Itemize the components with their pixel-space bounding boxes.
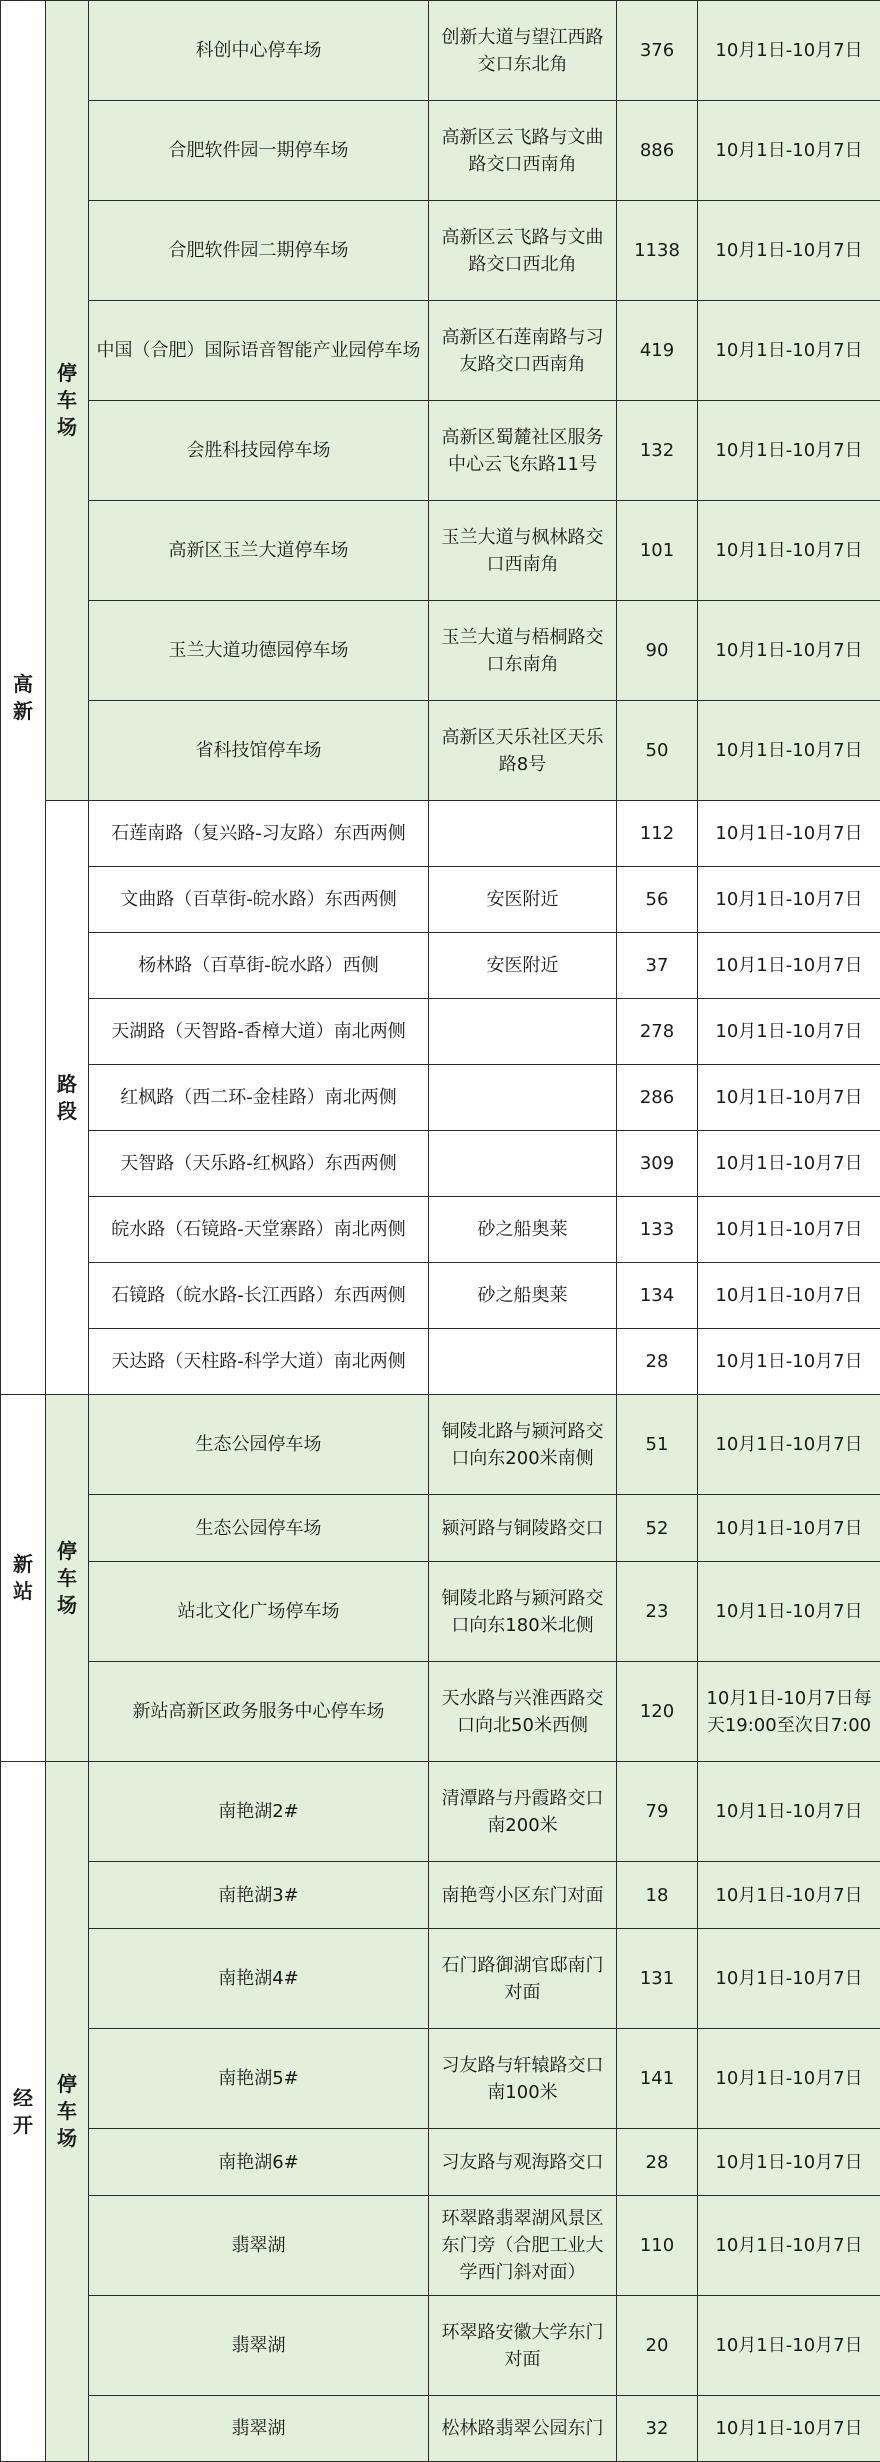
row-period: 10月1日-10月7日 xyxy=(697,0,880,101)
row-name: 文曲路（百草街-皖水路）东西两侧 xyxy=(88,866,429,933)
row-name: 南艳湖6# xyxy=(88,2128,429,2196)
row-spaces: 133 xyxy=(616,1196,698,1263)
row-spaces: 112 xyxy=(616,800,698,867)
row-name: 新站高新区政务服务中心停车场 xyxy=(88,1661,429,1762)
row-spaces: 28 xyxy=(616,2128,698,2196)
district-label-text: 高新 xyxy=(13,671,33,723)
row-spaces: 56 xyxy=(616,866,698,933)
row-location xyxy=(428,1064,617,1131)
row-spaces: 886 xyxy=(616,100,698,201)
row-spaces: 50 xyxy=(616,700,698,801)
row-period: 10月1日-10月7日 xyxy=(697,100,880,201)
row-name: 南艳湖3# xyxy=(88,1861,429,1929)
row-name: 站北文化广场停车场 xyxy=(88,1561,429,1662)
row-spaces: 79 xyxy=(616,1761,698,1862)
row-name: 翡翠湖 xyxy=(88,2295,429,2396)
row-location: 玉兰大道与梧桐路交口东南角 xyxy=(428,600,617,701)
row-period: 10月1日-10月7日 xyxy=(697,1928,880,2029)
row-name: 南艳湖4# xyxy=(88,1928,429,2029)
row-location: 松林路翡翠公园东门 xyxy=(428,2395,617,2462)
row-name: 天达路（天柱路-科学大道）南北两侧 xyxy=(88,1328,429,1395)
row-location: 创新大道与望江西路交口东北角 xyxy=(428,0,617,101)
row-period: 10月1日-10月7日 xyxy=(697,2028,880,2129)
category-label-text: 停车场 xyxy=(57,361,77,439)
row-period: 10月1日-10月7日 xyxy=(697,866,880,933)
row-period: 10月1日-10月7日 xyxy=(697,2395,880,2462)
row-period: 10月1日-10月7日 xyxy=(697,300,880,401)
row-location: 高新区蜀麓社区服务中心云飞东路11号 xyxy=(428,400,617,501)
row-spaces: 278 xyxy=(616,998,698,1065)
row-spaces: 20 xyxy=(616,2295,698,2396)
row-location: 高新区云飞路与文曲路交口西南角 xyxy=(428,100,617,201)
row-location: 玉兰大道与枫林路交口西南角 xyxy=(428,500,617,601)
row-name: 生态公园停车场 xyxy=(88,1394,429,1495)
row-period: 10月1日-10月7日 xyxy=(697,1130,880,1197)
row-location: 高新区石莲南路与习友路交口西南角 xyxy=(428,300,617,401)
row-period: 10月1日-10月7日 xyxy=(697,2195,880,2296)
row-spaces: 32 xyxy=(616,2395,698,2462)
row-period: 10月1日-10月7日 xyxy=(697,1064,880,1131)
row-period: 10月1日-10月7日 xyxy=(697,700,880,801)
row-name: 玉兰大道功德园停车场 xyxy=(88,600,429,701)
district-label-text: 新站 xyxy=(13,1552,33,1603)
row-spaces: 101 xyxy=(616,500,698,601)
row-spaces: 18 xyxy=(616,1861,698,1929)
row-spaces: 28 xyxy=(616,1328,698,1395)
row-spaces: 376 xyxy=(616,0,698,101)
row-location: 习友路与观海路交口 xyxy=(428,2128,617,2196)
row-period: 10月1日-10月7日 xyxy=(697,400,880,501)
row-location: 环翠路安徽大学东门对面 xyxy=(428,2295,617,2396)
row-period: 10月1日-10月7日 xyxy=(697,1262,880,1329)
row-location: 南艳弯小区东门对面 xyxy=(428,1861,617,1929)
row-name: 合肥软件园一期停车场 xyxy=(88,100,429,201)
row-spaces: 110 xyxy=(616,2195,698,2296)
row-location: 天水路与兴淮西路交口向北50米西侧 xyxy=(428,1661,617,1762)
row-name: 天智路（天乐路-红枫路）东西两侧 xyxy=(88,1130,429,1197)
row-period: 10月1日-10月7日 xyxy=(697,1761,880,1862)
row-location: 清潭路与丹霞路交口南200米 xyxy=(428,1761,617,1862)
row-period: 10月1日-10月7日 xyxy=(697,1561,880,1662)
row-period: 10月1日-10月7日 xyxy=(697,1861,880,1929)
row-location: 高新区云飞路与文曲路交口西北角 xyxy=(428,200,617,301)
row-spaces: 309 xyxy=(616,1130,698,1197)
row-location: 铜陵北路与颍河路交口向东180米北侧 xyxy=(428,1561,617,1662)
row-location: 高新区天乐社区天乐路8号 xyxy=(428,700,617,801)
category-label xyxy=(45,1761,89,2462)
category-label xyxy=(45,800,89,1395)
row-period: 10月1日-10月7日 xyxy=(697,200,880,301)
category-label-text: 停车场 xyxy=(57,2072,77,2150)
row-name: 皖水路（石镜路-天堂寨路）南北两侧 xyxy=(88,1196,429,1263)
category-label xyxy=(45,0,89,801)
row-location xyxy=(428,1328,617,1395)
row-period: 10月1日-10月7日 xyxy=(697,500,880,601)
row-spaces: 286 xyxy=(616,1064,698,1131)
row-name: 生态公园停车场 xyxy=(88,1494,429,1562)
row-location: 铜陵北路与颍河路交口向东200米南侧 xyxy=(428,1394,617,1495)
row-period: 10月1日-10月7日 xyxy=(697,600,880,701)
category-label-text: 停车场 xyxy=(57,1538,77,1617)
row-location xyxy=(428,1130,617,1197)
row-name: 翡翠湖 xyxy=(88,2395,429,2462)
row-location: 砂之船奥莱 xyxy=(428,1262,617,1329)
row-location: 习友路与轩辕路交口南100米 xyxy=(428,2028,617,2129)
row-period: 10月1日-10月7日 xyxy=(697,1394,880,1495)
row-period: 10月1日-10月7日 xyxy=(697,1328,880,1395)
category-label xyxy=(45,1394,89,1762)
row-period: 10月1日-10月7日 xyxy=(697,932,880,999)
row-spaces: 90 xyxy=(616,600,698,701)
row-period: 10月1日-10月7日 xyxy=(697,1494,880,1562)
row-name: 会胜科技园停车场 xyxy=(88,400,429,501)
row-name: 省科技馆停车场 xyxy=(88,700,429,801)
row-name: 南艳湖5# xyxy=(88,2028,429,2129)
row-name: 石镜路（皖水路-长江西路）东西两侧 xyxy=(88,1262,429,1329)
row-period: 10月1日-10月7日 xyxy=(697,2295,880,2396)
row-spaces: 52 xyxy=(616,1494,698,1562)
row-spaces: 1138 xyxy=(616,200,698,301)
row-period: 10月1日-10月7日 xyxy=(697,1196,880,1263)
row-location xyxy=(428,998,617,1065)
district-label xyxy=(0,0,46,1395)
row-spaces: 419 xyxy=(616,300,698,401)
row-name: 合肥软件园二期停车场 xyxy=(88,200,429,301)
row-spaces: 51 xyxy=(616,1394,698,1495)
district-label xyxy=(0,1761,46,2462)
row-spaces: 131 xyxy=(616,1928,698,2029)
row-spaces: 120 xyxy=(616,1661,698,1762)
row-location: 石门路御湖官邸南门对面 xyxy=(428,1928,617,2029)
category-label-text: 路段 xyxy=(57,1071,77,1123)
row-name: 翡翠湖 xyxy=(88,2195,429,2296)
row-period: 10月1日-10月7日 xyxy=(697,2128,880,2196)
row-name: 石莲南路（复兴路-习友路）东西两侧 xyxy=(88,800,429,867)
row-name: 红枫路（西二环-金桂路）南北两侧 xyxy=(88,1064,429,1131)
row-location: 环翠路翡翠湖风景区东门旁（合肥工业大学西门斜对面） xyxy=(428,2195,617,2296)
row-location: 颍河路与铜陵路交口 xyxy=(428,1494,617,1562)
row-spaces: 141 xyxy=(616,2028,698,2129)
row-period: 10月1日-10月7日 xyxy=(697,998,880,1065)
row-spaces: 37 xyxy=(616,932,698,999)
row-spaces: 132 xyxy=(616,400,698,501)
district-label xyxy=(0,1394,46,1762)
row-location xyxy=(428,800,617,867)
row-name: 杨林路（百草街-皖水路）西侧 xyxy=(88,932,429,999)
district-label-text: 经开 xyxy=(13,2085,33,2137)
row-period: 10月1日-10月7日每天19:00至次日7:00 xyxy=(697,1661,880,1762)
row-name: 高新区玉兰大道停车场 xyxy=(88,500,429,601)
row-name: 科创中心停车场 xyxy=(88,0,429,101)
row-name: 中国（合肥）国际语音智能产业园停车场 xyxy=(88,300,429,401)
row-period: 10月1日-10月7日 xyxy=(697,800,880,867)
row-name: 南艳湖2# xyxy=(88,1761,429,1862)
row-spaces: 134 xyxy=(616,1262,698,1329)
row-location: 安医附近 xyxy=(428,932,617,999)
row-location: 安医附近 xyxy=(428,866,617,933)
row-name: 天湖路（天智路-香樟大道）南北两侧 xyxy=(88,998,429,1065)
row-spaces: 23 xyxy=(616,1561,698,1662)
row-location: 砂之船奥莱 xyxy=(428,1196,617,1263)
